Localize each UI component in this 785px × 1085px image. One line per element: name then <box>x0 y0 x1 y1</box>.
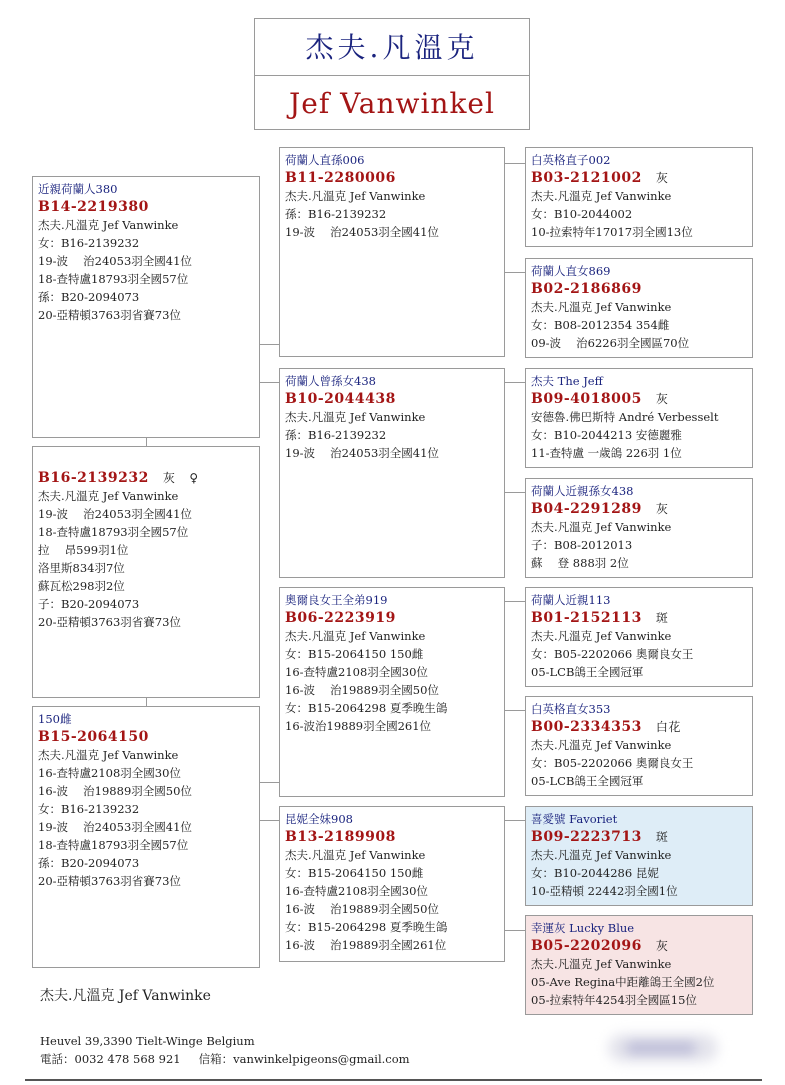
great-line: 杰夫.凡溫克 Jef Vanwinke <box>531 957 672 971</box>
sire-card <box>32 176 260 438</box>
great-color: 白花 <box>655 720 681 734</box>
great-line: 女：B05-2202066 奧爾良女王 <box>531 647 694 661</box>
great-card-highlight-pink <box>525 915 753 1015</box>
great-name: 杰夫 The Jeff <box>531 374 603 388</box>
great-name: 白英格直女353 <box>531 702 611 716</box>
great-name: 白英格直子002 <box>531 153 611 167</box>
great-card <box>525 368 753 468</box>
great-card <box>525 587 753 687</box>
sire-name: 近親荷蘭人380 <box>38 182 118 196</box>
subject-line: 子：B20-2094073 <box>38 597 140 611</box>
great-line: 女：B10-2044213 安德麗雅 <box>531 428 682 442</box>
grand-name: 荷蘭人曾孫女438 <box>285 374 376 388</box>
grand-card <box>279 147 505 357</box>
owner-name: 杰夫.凡溫克 Jef Vanwinke <box>40 988 211 1004</box>
great-color: 灰 <box>655 392 669 406</box>
great-ring-line <box>531 937 747 955</box>
grand-name: 奧爾良女王全弟919 <box>285 593 388 607</box>
great-color: 灰 <box>655 939 669 953</box>
great-line: 杰夫.凡溫克 Jef Vanwinke <box>531 738 672 752</box>
great-line: 杰夫.凡溫克 Jef Vanwinke <box>531 848 672 862</box>
dam-line: 16-波 治19889羽全國50位 <box>38 784 192 798</box>
sire-line: 孫：B20-2094073 <box>38 290 140 304</box>
great-color: 灰 <box>655 171 669 185</box>
dam-card <box>32 706 260 968</box>
great-ring: B02-2186869 <box>531 281 642 297</box>
great-ring-line <box>531 500 747 518</box>
great-line: 女：B05-2202066 奧爾良女王 <box>531 756 694 770</box>
great-line: 05-拉索特年4254羽全國區15位 <box>531 993 697 1007</box>
great-ring-line <box>531 280 747 298</box>
footer-contact <box>40 1032 410 1068</box>
grand-line: 杰夫.凡溫克 Jef Vanwinke <box>285 410 426 424</box>
great-line: 05-LCB鴿王全國冠軍 <box>531 774 644 788</box>
great-card-highlight-blue <box>525 806 753 906</box>
subject-line: 拉 昂599羽1位 <box>38 543 129 557</box>
subject-card <box>32 446 260 698</box>
grand-card <box>279 806 505 962</box>
connector-g2-gg <box>504 601 526 602</box>
great-ring: B05-2202096 <box>531 938 642 954</box>
great-ring-line <box>531 828 747 846</box>
great-color: 斑 <box>655 830 669 844</box>
great-ring-line <box>531 718 747 736</box>
subject-line: 19-波 治24053羽全國41位 <box>38 507 192 521</box>
great-ring: B09-4018005 <box>531 391 642 407</box>
subject-color: 灰 <box>162 471 176 485</box>
grand-ring: B13-2189908 <box>285 829 396 845</box>
dam-line: 16-查特盧2108羽全國30位 <box>38 766 181 780</box>
connector-g1-gg <box>504 382 526 383</box>
great-card <box>525 696 753 796</box>
connector-g2-gg2 <box>504 710 526 711</box>
great-line: 杰夫.凡溫克 Jef Vanwinke <box>531 520 672 534</box>
connector-g3-gg <box>504 820 526 821</box>
great-name: 荷蘭人近親113 <box>531 593 611 607</box>
dam-ring: B15-2064150 <box>38 729 149 745</box>
grand-line: 16-查特盧2108羽全國30位 <box>285 665 428 679</box>
dam-name: 150雌 <box>38 712 72 726</box>
great-ring: B09-2223713 <box>531 829 642 845</box>
connector-g0-gg2 <box>504 272 526 273</box>
footer-address: Heuvel 39,3390 Tielt-Winge Belgium <box>40 1034 255 1048</box>
grand-card <box>279 587 505 797</box>
great-ring: B00-2334353 <box>531 719 642 735</box>
grand-line: 孫：B16-2139232 <box>285 207 387 221</box>
grand-card <box>279 368 505 578</box>
great-name: 荷蘭人直女869 <box>531 264 611 278</box>
great-ring: B04-2291289 <box>531 501 642 517</box>
title-english: Jef Vanwinkel <box>289 87 495 120</box>
grand-ring: B10-2044438 <box>285 391 396 407</box>
connector-g0-gg <box>504 163 526 164</box>
great-line: 女：B10-2044002 <box>531 207 633 221</box>
grand-name: 荷蘭人直孫006 <box>285 153 365 167</box>
subject-ring: B16-2139232 <box>38 470 149 486</box>
subject-sex: ♀ <box>189 471 199 485</box>
great-ring-line <box>531 169 747 187</box>
great-line: 10-亞精頓 22442羽全國1位 <box>531 884 678 898</box>
connector-g3-gg2 <box>504 930 526 931</box>
pedigree-header <box>254 18 530 130</box>
great-ring-line <box>531 390 747 408</box>
grand-line: 16-波 治19889羽全國261位 <box>285 938 447 952</box>
sire-line: 女：B16-2139232 <box>38 236 140 250</box>
grand-line: 16-波 治19889羽全國50位 <box>285 683 439 697</box>
connector-g1-gg2 <box>504 492 526 493</box>
subject-ring-line <box>38 469 254 487</box>
grand-line: 女：B15-2064150 150雌 <box>285 866 424 880</box>
great-ring: B01-2152113 <box>531 610 642 626</box>
grand-line: 杰夫.凡溫克 Jef Vanwinke <box>285 189 426 203</box>
grand-line: 杰夫.凡溫克 Jef Vanwinke <box>285 848 426 862</box>
great-color: 灰 <box>655 502 669 516</box>
great-line: 安德魯.佛巴斯特 André Verbesselt <box>531 410 719 424</box>
grand-name: 昆妮全妹908 <box>285 812 353 826</box>
great-line: 10-拉索特年17017羽全國13位 <box>531 225 693 239</box>
grand-line: 16-波 治19889羽全國50位 <box>285 902 439 916</box>
great-name: 幸運灰 Lucky Blue <box>531 921 635 935</box>
sire-line: 19-波 治24053羽全國41位 <box>38 254 192 268</box>
blurred-logo-icon <box>608 1034 718 1062</box>
great-line: 杰夫.凡溫克 Jef Vanwinke <box>531 300 672 314</box>
grand-ring: B06-2223919 <box>285 610 396 626</box>
great-ring: B03-2121002 <box>531 170 642 186</box>
subject-line: 杰夫.凡溫克 Jef Vanwinke <box>38 489 179 503</box>
grand-line: 16-波治19889羽全國261位 <box>285 719 432 733</box>
great-line: 女：B10-2044286 昆妮 <box>531 866 659 880</box>
subject-line: 蘇瓦松298羽2位 <box>38 579 125 593</box>
great-card <box>525 147 753 247</box>
sire-line: 20-亞精頓3763羽省賽73位 <box>38 308 181 322</box>
subject-line: 洛里斯834羽7位 <box>38 561 125 575</box>
dam-line: 18-查特盧18793羽全國57位 <box>38 838 189 852</box>
great-line: 女：B08-2012354 354雌 <box>531 318 670 332</box>
great-line: 11-查特盧 一歲鴿 226羽 1位 <box>531 446 682 460</box>
footer-rule <box>25 1079 762 1081</box>
great-card <box>525 258 753 358</box>
sire-ring: B14-2219380 <box>38 199 149 215</box>
subject-line: 20-亞精頓3763羽省賽73位 <box>38 615 181 629</box>
subject-line: 18-查特盧18793羽全國57位 <box>38 525 189 539</box>
great-line: 05-Ave Regina中距離鴿王全國2位 <box>531 975 715 989</box>
footer-email: 信箱：vanwinkelpigeons@gmail.com <box>198 1052 410 1066</box>
grand-line: 女：B15-2064298 夏季晚生鴿 <box>285 701 448 715</box>
great-name: 荷蘭人近親孫女438 <box>531 484 634 498</box>
dam-line: 孫：B20-2094073 <box>38 856 140 870</box>
great-line: 09-波 治6226羽全國區70位 <box>531 336 690 350</box>
footer-contact-line <box>40 1050 410 1068</box>
dam-line: 杰夫.凡溫克 Jef Vanwinke <box>38 748 179 762</box>
great-line: 杰夫.凡溫克 Jef Vanwinke <box>531 189 672 203</box>
grand-line: 19-波 治24053羽全國41位 <box>285 225 439 239</box>
great-card <box>525 478 753 578</box>
great-line: 蘇 登 888羽 2位 <box>531 556 629 570</box>
footer-phone: 電話：0032 478 568 921 <box>40 1052 181 1066</box>
great-line: 杰夫.凡溫克 Jef Vanwinke <box>531 629 672 643</box>
dam-line: 20-亞精頓3763羽省賽73位 <box>38 874 181 888</box>
great-line: 05-LCB鴿王全國冠軍 <box>531 665 644 679</box>
dam-line: 女：B16-2139232 <box>38 802 140 816</box>
sire-line: 18-查特盧18793羽全國57位 <box>38 272 189 286</box>
dam-line: 19-波 治24053羽全國41位 <box>38 820 192 834</box>
grand-line: 孫：B16-2139232 <box>285 428 387 442</box>
grand-line: 女：B15-2064150 150雌 <box>285 647 424 661</box>
grand-ring: B11-2280006 <box>285 170 396 186</box>
great-ring-line <box>531 609 747 627</box>
grand-line: 19-波 治24053羽全國41位 <box>285 446 439 460</box>
grand-line: 杰夫.凡溫克 Jef Vanwinke <box>285 629 426 643</box>
great-color: 斑 <box>655 611 669 625</box>
grand-line: 16-查特盧2108羽全國30位 <box>285 884 428 898</box>
sire-line: 杰夫.凡溫克 Jef Vanwinke <box>38 218 179 232</box>
grand-line: 女：B15-2064298 夏季晚生鴿 <box>285 920 448 934</box>
great-name: 喜愛號 Favoriet <box>531 812 618 826</box>
great-line: 子：B08-2012013 <box>531 538 633 552</box>
title-chinese: 杰夫.凡溫克 <box>255 19 529 76</box>
